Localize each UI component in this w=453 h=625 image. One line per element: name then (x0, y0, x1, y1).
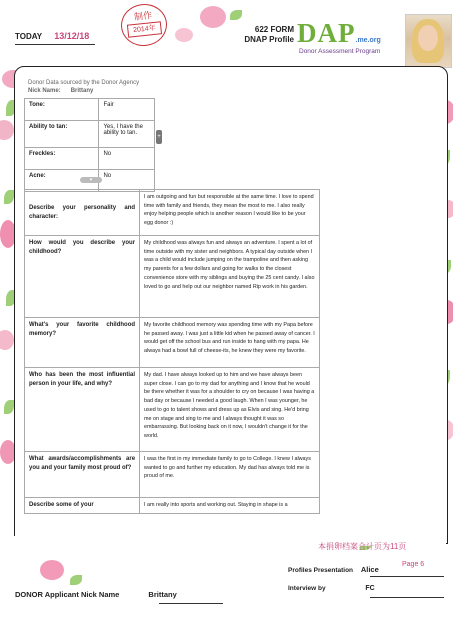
answer-cell: My childhood was always fun and always an adventure. I spent a lot of time outside with my sister and neighbors. A typical day outside when I was a child would include jumping on the trampoline and then asking my parents for a few dollars and going for walks to the closest convenience store with my siblings and buying the 25 cent candy. I also loved to go and help out our neighbor named Rip work in his garden. (140, 236, 320, 318)
question-cell: Describe some of your (25, 498, 140, 514)
resize-handle[interactable]: ▾ (80, 177, 102, 183)
attr-value: Fair (99, 99, 155, 121)
today-underline (15, 44, 95, 45)
today-label (15, 31, 89, 41)
donor-photo (405, 14, 452, 68)
page-number: Page 6 (402, 561, 425, 568)
table-row (25, 190, 320, 236)
attr-value: No (99, 170, 155, 192)
today-text: TODAY (15, 32, 42, 41)
table-row (25, 99, 155, 121)
attr-label: Acne: (25, 170, 99, 192)
applicant-label: DONOR Applicant Nick Name (15, 590, 120, 599)
table-row (25, 148, 155, 170)
form-title-line1: 622 FORM (254, 25, 294, 34)
page-count-note: 本捐卵档案合计页为11页 (318, 542, 407, 551)
interview-by (288, 585, 375, 592)
agency-stamp (119, 2, 169, 49)
interview-value: FC (365, 585, 375, 592)
form-title-line2: DNAP Profile (244, 35, 294, 44)
answer-cell: I am really into sports and working out. Staying in shape is a (140, 498, 320, 514)
expand-tab[interactable]: + (156, 130, 162, 144)
profiles-label: Profiles Presentation (288, 567, 354, 574)
table-row (25, 318, 320, 368)
question-cell: Describe your personality and character: (25, 190, 140, 236)
answer-cell: I am outgoing and fun but responsible at the same time. I love to spend time with family and friends, they mean the most to me. I also really enjoy helping people which is another reason I would like to be your egg donor :) (140, 190, 320, 236)
form-title (234, 25, 294, 45)
answer-cell: My dad. I have always looked up to him and we have always been super close. I can go to my dad for anything and I know that he would be there whether it was for a shoulder to cry on because I was having a bad day or because I needed a good laugh. When I was younger, he used to go to talent shows and dress up as Elvis and sing. He'd bring me on stage and sing to me and I always thought it was so embarrassing. But looking back on it now, I wouldn't change it for the world. (140, 368, 320, 452)
interview-label: Interview by (288, 585, 326, 592)
profiles-value: Alice (360, 565, 379, 574)
attr-value: No (99, 148, 155, 170)
question-cell: How would you describe your childhood? (25, 236, 140, 318)
logo-suffix: .me.org (355, 37, 381, 44)
questions-table (24, 189, 320, 514)
question-cell: What awards/accomplishments are you and your family most proud of? (25, 452, 140, 498)
answer-cell: My favorite childhood memory was spending time with my Papa before he passed away. I was just a little kid when he passed away of cancer. I would get off the school bus and run inside to hang with my papa. He always had a bowl full of cheese-its, he knew they were my favorite. (140, 318, 320, 368)
nickname-label: Nick Name: (28, 88, 61, 94)
table-row (25, 498, 320, 514)
applicant-underline (159, 603, 223, 604)
sourced-note: Donor Data sourced by the Donor Agency (28, 80, 140, 86)
applicant-nickname (15, 590, 177, 599)
answer-cell: I was the first in my immediate family to go to College. I knew I always wanted to go and further my education. My dad has always told me is proud of me. (140, 452, 320, 498)
question-cell: What's your favorite childhood memory? (25, 318, 140, 368)
table-row (25, 452, 320, 498)
question-cell: Who has been the most influential person in your life, and why? (25, 368, 140, 452)
profiles-presentation (288, 565, 379, 574)
dap-logo (297, 18, 381, 55)
logo-subtitle: Donor Assessment Program (299, 48, 381, 55)
nickname-row (28, 88, 93, 94)
nickname-value: Brittany (70, 88, 94, 94)
attr-label: Ability to tan: (25, 121, 99, 148)
table-row (25, 368, 320, 452)
table-row (25, 236, 320, 318)
logo-text: DAP (297, 18, 356, 48)
attr-label: Freckles: (25, 148, 99, 170)
interview-underline (370, 597, 444, 598)
stamp-bottom-text: 2014年 (127, 21, 162, 37)
attr-value: Yes, I have the ability to tan. (99, 121, 155, 148)
stamp-top-text: 制作 (133, 10, 153, 22)
today-date: 13/12/18 (54, 31, 90, 41)
attr-label: Tone: (25, 99, 99, 121)
applicant-value: Brittany (148, 590, 177, 599)
profiles-underline (370, 576, 444, 577)
table-row (25, 121, 155, 148)
